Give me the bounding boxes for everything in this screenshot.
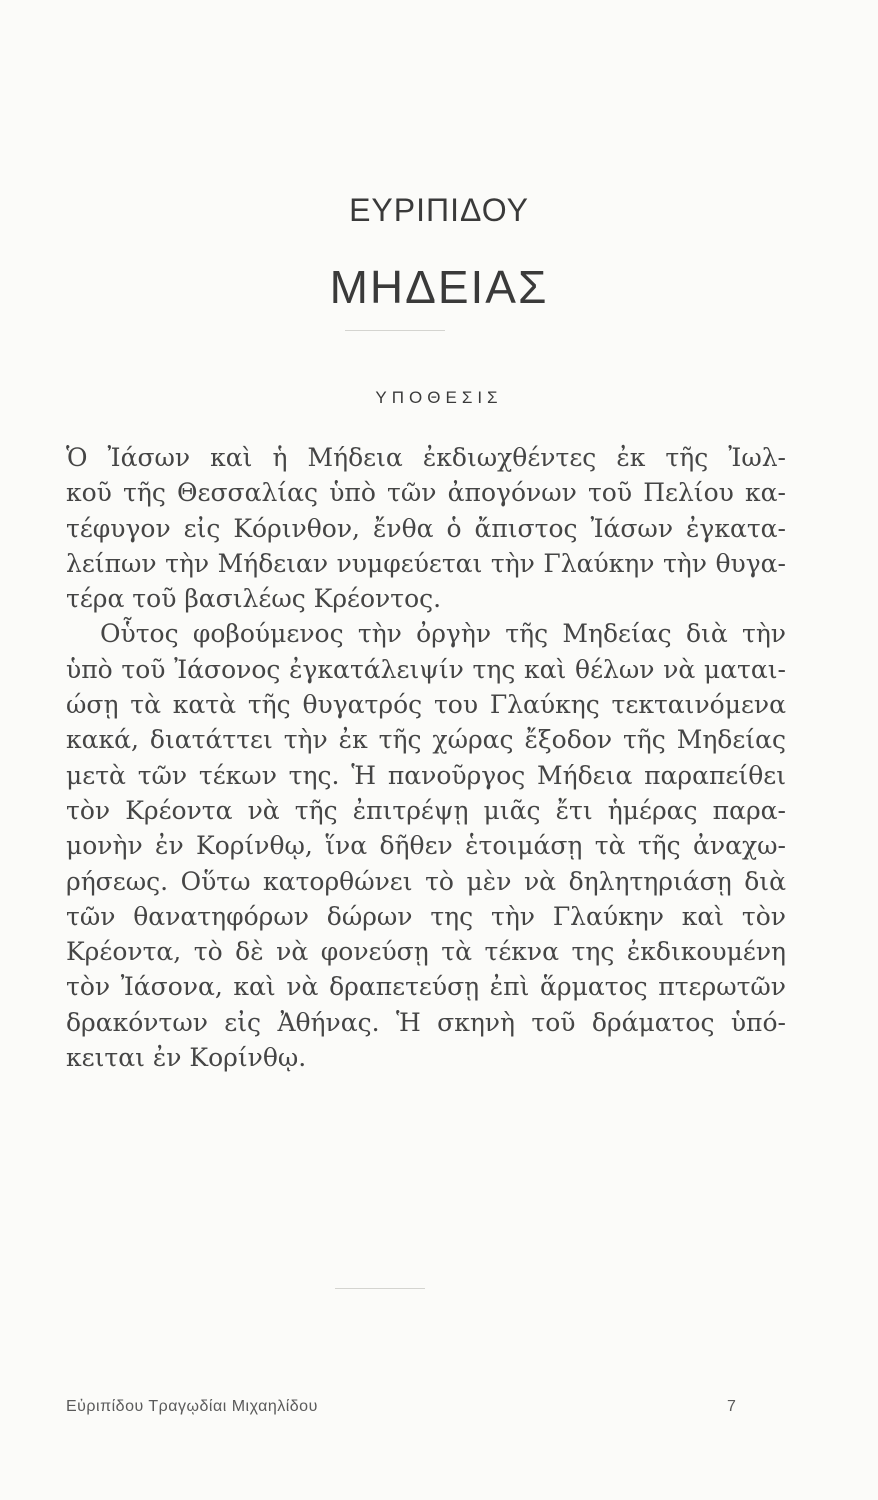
text-line: κοῦ τῆς Θεσσαλίας ὑπὸ τῶν ἀπογόνων τοῦ Πελίου κα- xyxy=(66,478,786,508)
section-heading: ΥΠΟΘΕΣΙΣ xyxy=(375,388,503,407)
text-line: μετὰ τῶν τέκων της. Ἡ πανοῦργος Μήδεια παραπείθει xyxy=(66,760,786,790)
text-line: ώσῃ τὰ κατὰ τῆς θυγατρός του Γλαύκης τεκταινόμενα xyxy=(66,690,786,720)
author-heading: ΕΥΡΙΠΙΔΟΥ xyxy=(349,192,529,228)
text-line: τῶν θανατηφόρων δώρων της τὴν Γλαύκην καὶ τὸν xyxy=(66,901,786,931)
text-line: ὑπὸ τοῦ Ἰάσονος ἐγκατάλειψίν της καὶ θέλων νὰ μαται- xyxy=(66,654,786,684)
top-divider xyxy=(345,330,445,331)
text-line: μονὴν ἐν Κορίνθῳ, ἵνα δῆθεν ἑτοιμάσῃ τὰ τῆς ἀναχω- xyxy=(66,831,786,861)
text-line: Οὗτος φοβούμενος τὴν ὀργὴν τῆς Μηδείας διὰ τὴν xyxy=(100,619,786,649)
text-line: δρακόντων εἰς Ἀθήνας. Ἡ σκηνὴ τοῦ δράματος ὑπό- xyxy=(66,1007,786,1037)
text-line: ρήσεως. Οὕτω κατορθώνει τὸ μὲν νὰ δηλητηριάσῃ διὰ xyxy=(66,866,786,896)
footer-source: Εὐριπίδου Τραγῳδίαι Μιχαηλίδου xyxy=(66,1398,318,1415)
text-line: λείπων τὴν Μήδειαν νυμφεύεται τὴν Γλαύκην τὴν θυγα- xyxy=(66,548,786,578)
text-line: κακά, διατάττει τὴν ἐκ τῆς χώρας ἔξοδον τῆς Μηδείας xyxy=(66,725,786,755)
text-line: τὸν Ἰάσονα, καὶ νὰ δραπετεύσῃ ἐπὶ ἅρματος πτερωτῶν xyxy=(66,972,786,1002)
text-line: Κρέοντα, τὸ δὲ νὰ φονεύσῃ τὰ τέκνα της ἐκδικουμένη xyxy=(66,937,786,967)
synopsis-text xyxy=(66,440,786,1075)
page-number: 7 xyxy=(727,1398,736,1415)
text-line: Ὁ Ἰάσων καὶ ἡ Μήδεια ἐκδιωχθέντες ἐκ τῆς Ἰωλ- xyxy=(66,443,786,472)
text-line: τέφυγον εἰς Κόρινθον, ἔνθα ὁ ἄπιστος Ἰάσων ἐγκατα- xyxy=(66,513,786,543)
text-line: τὸν Κρέοντα νὰ τῆς ἐπιτρέψῃ μιᾶς ἔτι ἡμέρας παρα- xyxy=(66,795,786,825)
page-title: ΜΗΔΕΙΑΣ xyxy=(329,261,549,313)
text-line: κειται ἐν Κορίνθῳ. xyxy=(66,1043,307,1073)
bottom-divider xyxy=(335,1288,425,1289)
text-line: τέρα τοῦ βασιλέως Κρέοντος. xyxy=(66,584,442,614)
